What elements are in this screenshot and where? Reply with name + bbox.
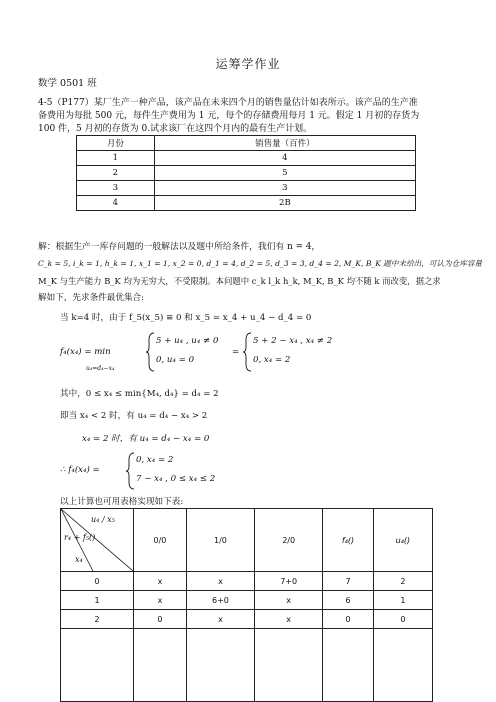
col-header: 1/0 (186, 509, 254, 572)
table-cell: x (134, 572, 187, 591)
table-cell: x (134, 591, 187, 610)
problem-line-3: 100 件，5 月初的存货为 0.试求该厂在这四个月内的最有生产计划。 (38, 124, 313, 134)
left-brace-icon (243, 332, 253, 372)
corner-top-label: u₄ / x₅ (91, 515, 115, 524)
table-cell: 0 (134, 610, 187, 629)
sales-cell: 4 (154, 151, 415, 166)
table-cell-empty (134, 629, 187, 702)
month-cell: 4 (77, 196, 155, 211)
col-header: 2/0 (255, 509, 323, 572)
step-lt2: 即当 x₄ < 2 时，有 u₄ = d₄ − x₄ > 2 (60, 411, 208, 421)
f4-case-1: 5 + u₄ , u₄ ≠ 0 (156, 336, 219, 346)
f4-lhs: f₄(x₄) = min (60, 347, 111, 357)
table-row (61, 572, 433, 591)
equals-sign: = (232, 347, 240, 357)
table-cell: 6+0 (186, 591, 254, 610)
f4-case-2: 0, u₄ = 0 (156, 355, 195, 365)
table-row (77, 151, 416, 166)
header-sales: 销售量（百件） (154, 136, 415, 151)
class-line: 数学 0501 班 (38, 78, 97, 89)
table-cell: 1 (61, 591, 134, 610)
solution-line-1: 解：根据生产一库存问题的一般解法以及题中所给条件，我们有 n = 4， (38, 242, 321, 252)
table-cell: 0 (373, 610, 432, 629)
f4-eq-case-2: 0, x₄ = 2 (253, 355, 291, 365)
result-lhs: ∴ f₄(x₄) = (60, 465, 100, 475)
calc-table-header (61, 509, 433, 572)
table-cell: x (255, 610, 323, 629)
table-cell: 2 (373, 572, 432, 591)
table-cell-empty (323, 629, 374, 702)
table-intro: 以上计算也可用表格实现如下表: (60, 497, 184, 507)
table-cell: x (186, 572, 254, 591)
step-eq2: x₄ = 2 时，有 u₄ = d₄ − x₄ = 0 (82, 434, 210, 444)
f4-result (60, 451, 360, 491)
left-brace-icon (126, 452, 136, 490)
header-month: 月份 (77, 136, 155, 151)
table-cell: 7+0 (255, 572, 323, 591)
table-row (61, 591, 433, 610)
corner-left-label: r₄ + f₅() (64, 533, 96, 542)
table-cell: 7 (323, 572, 374, 591)
result-case-2: 7 − x₄ , 0 ≤ x₄ ≤ 2 (136, 474, 216, 484)
table-cell: 6 (323, 591, 374, 610)
sales-table (76, 135, 416, 211)
sales-cell: 5 (154, 166, 415, 181)
sales-cell: 3 (154, 181, 415, 196)
problem-line-2: 备费用为每批 500 元，每件生产费用为 1 元，每个的存储费用每月 1 元。假定 1 月初的存货为 (38, 111, 420, 121)
left-brace-icon (146, 332, 156, 372)
table-cell: 0 (323, 610, 374, 629)
table-cell: 2 (61, 610, 134, 629)
sales-table-header (77, 136, 416, 151)
step-k4: 当 k=4 时，由于 f_5(x_5) ≡ 0 和 x_5 = x_4 + u_4 − d_4 = 0 (60, 313, 312, 323)
table-cell: 0 (61, 572, 134, 591)
table-row (61, 610, 433, 629)
problem-line-1: 4-5（P177）某厂生产一种产品，该产品在未来四个月的销售量估计如表所示。该产品的生产准 (38, 98, 418, 108)
sales-cell: 2B (154, 196, 415, 211)
solution-line-3: M_K 与生产能力 B_K 均为无穷大，不受限制。本问题中 c_k l_k h_k, M_K, B_K 均不随 k 而改变，据之求 (38, 276, 441, 286)
solution-line-2: C_k = 5, i_k = 1, h_k = 1, x_1 = 1, x_2 = 0, d_1 = 4, d_2 = 5, d_3 = 3, d_4 = 2, M_K, B_K 题中未给出，可认为仓库容量 (38, 259, 483, 268)
step-where: 其中，0 ≤ x₄ ≤ min{M₄, d₄} = d₄ = 2 (60, 389, 219, 399)
corner-bottom-label: x₄ (75, 555, 83, 564)
result-case-1: 0, x₄ = 2 (136, 455, 174, 465)
col-header: u₄() (373, 509, 432, 572)
month-cell: 1 (77, 151, 155, 166)
table-row (77, 166, 416, 181)
col-header: f₄() (323, 509, 374, 572)
table-cell-empty (255, 629, 323, 702)
table-row-empty (61, 629, 433, 702)
month-cell: 3 (77, 181, 155, 196)
f4-eq-case-1: 5 + 2 − x₄ , x₄ ≠ 2 (253, 336, 333, 346)
page-title: 运筹学作业 (215, 57, 281, 71)
f4-min-subscript: u₄=d₄−x₄ (86, 365, 115, 372)
col-header: 0/0 (134, 509, 187, 572)
f4-definition (60, 330, 440, 376)
month-cell: 2 (77, 166, 155, 181)
table-row (77, 181, 416, 196)
table-cell-empty (61, 629, 134, 702)
table-row (77, 196, 416, 211)
diagonal-header-cell (61, 509, 134, 572)
calc-table (60, 508, 433, 702)
table-cell: x (186, 610, 254, 629)
table-cell: 1 (373, 591, 432, 610)
table-cell-empty (186, 629, 254, 702)
solution-line-4: 解如下，先求条件最优集合: (38, 293, 145, 303)
table-cell-empty (373, 629, 432, 702)
table-cell: x (255, 591, 323, 610)
